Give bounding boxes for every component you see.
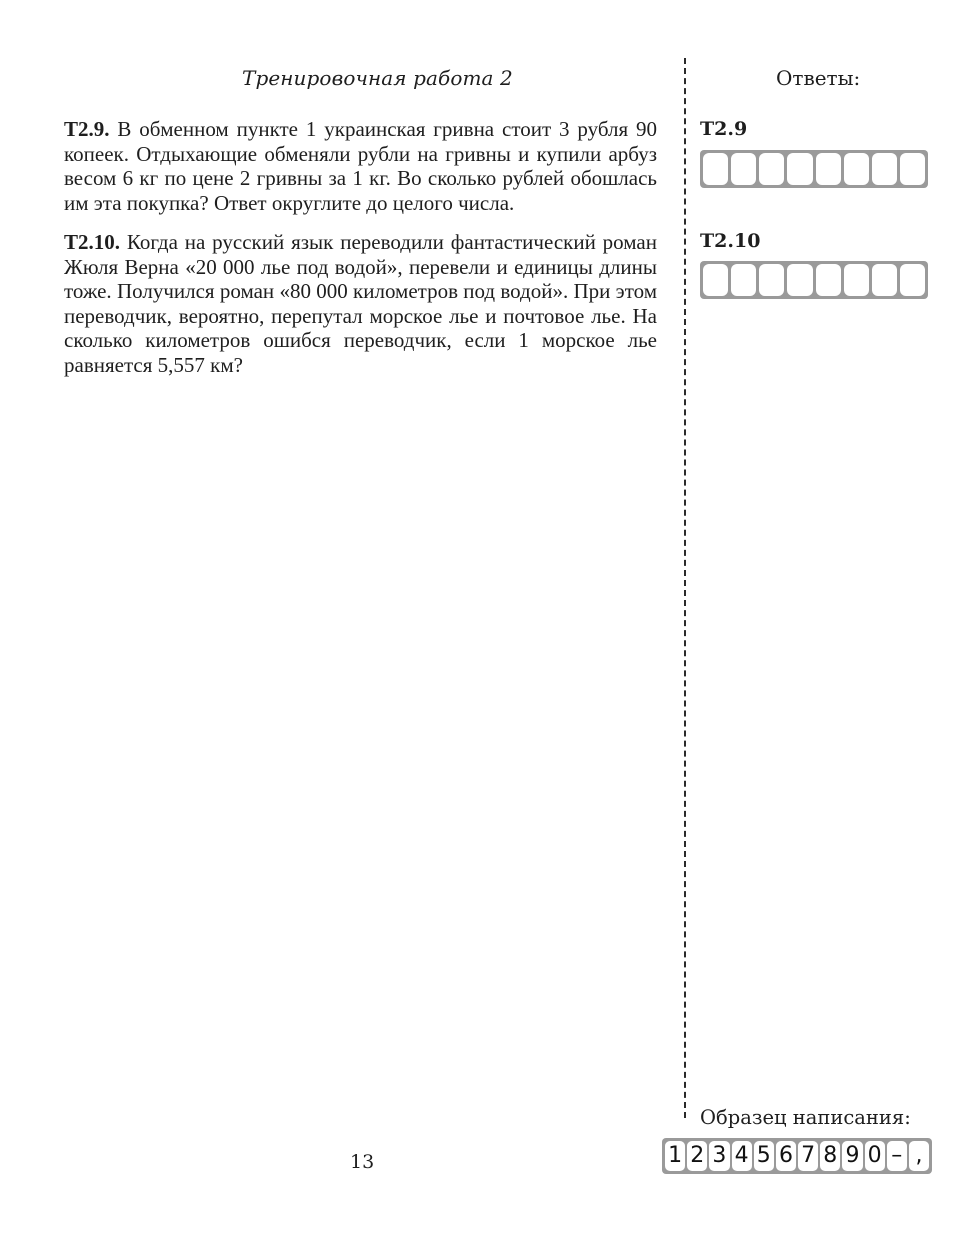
answer-field-t2-9[interactable] [700, 150, 928, 188]
sample-glyph: – [887, 1141, 907, 1171]
answer-cell[interactable] [759, 153, 784, 185]
answer-cell[interactable] [703, 264, 728, 296]
answer-cell[interactable] [759, 264, 784, 296]
answer-cell[interactable] [844, 153, 869, 185]
sample-glyph: 7 [798, 1141, 818, 1171]
answer-label-t2-10: Т2.10 [700, 230, 761, 252]
sample-glyph: 4 [732, 1141, 752, 1171]
sample-writing-label: Образец написания: [700, 1106, 911, 1129]
sample-glyph: 3 [709, 1141, 729, 1171]
sample-glyph: 2 [687, 1141, 707, 1171]
page-header-title: Тренировочная работа 2 [242, 66, 513, 90]
sample-glyph: 6 [776, 1141, 796, 1171]
answer-field-t2-10[interactable] [700, 261, 928, 299]
answer-cell[interactable] [900, 264, 925, 296]
sample-writing-strip [662, 1138, 932, 1174]
sample-glyph: 0 [865, 1141, 885, 1171]
answer-cell[interactable] [731, 153, 756, 185]
task-t2-9 [64, 117, 657, 215]
answer-cell[interactable] [872, 153, 897, 185]
page-number: 13 [350, 1151, 375, 1173]
task-number: Т2.9. [64, 117, 110, 141]
answers-title: Ответы: [776, 66, 861, 90]
answer-cell[interactable] [731, 264, 756, 296]
answer-label-t2-9: Т2.9 [700, 118, 748, 140]
sample-glyph: 5 [754, 1141, 774, 1171]
answer-cell[interactable] [844, 264, 869, 296]
sample-glyph: , [909, 1141, 929, 1171]
sample-glyph: 8 [820, 1141, 840, 1171]
answer-cell[interactable] [900, 153, 925, 185]
sample-glyph: 9 [842, 1141, 862, 1171]
answer-cell[interactable] [816, 264, 841, 296]
cut-line-divider [684, 58, 686, 1118]
task-text: Когда на русский язык переводили фантастический роман Жюля Верна «20 000 лье под водой», перевели и единицы длины тоже. Получился роман «80 000 километров под водой». При этом переводчик, вероятно, перепутал морское лье и почтовое лье. На сколько километров ошибся переводчик, если 1 морское лье равняется 5,557 км? [64, 230, 657, 377]
answer-cell[interactable] [787, 264, 812, 296]
answer-cell[interactable] [872, 264, 897, 296]
task-text: В обменном пункте 1 украинская гривна стоит 3 рубля 90 копеек. Отдыхающие обменяли рубли на гривны и купили арбуз весом 6 кг по цене 2 гривны за 1 кг. Во сколько рублей обошлась им эта покупка? Ответ округлите до целого числа. [64, 117, 657, 215]
task-number: Т2.10. [64, 230, 121, 254]
task-t2-10 [64, 230, 657, 378]
answer-cell[interactable] [703, 153, 728, 185]
sample-glyph: 1 [665, 1141, 685, 1171]
answer-cell[interactable] [787, 153, 812, 185]
answer-cell[interactable] [816, 153, 841, 185]
